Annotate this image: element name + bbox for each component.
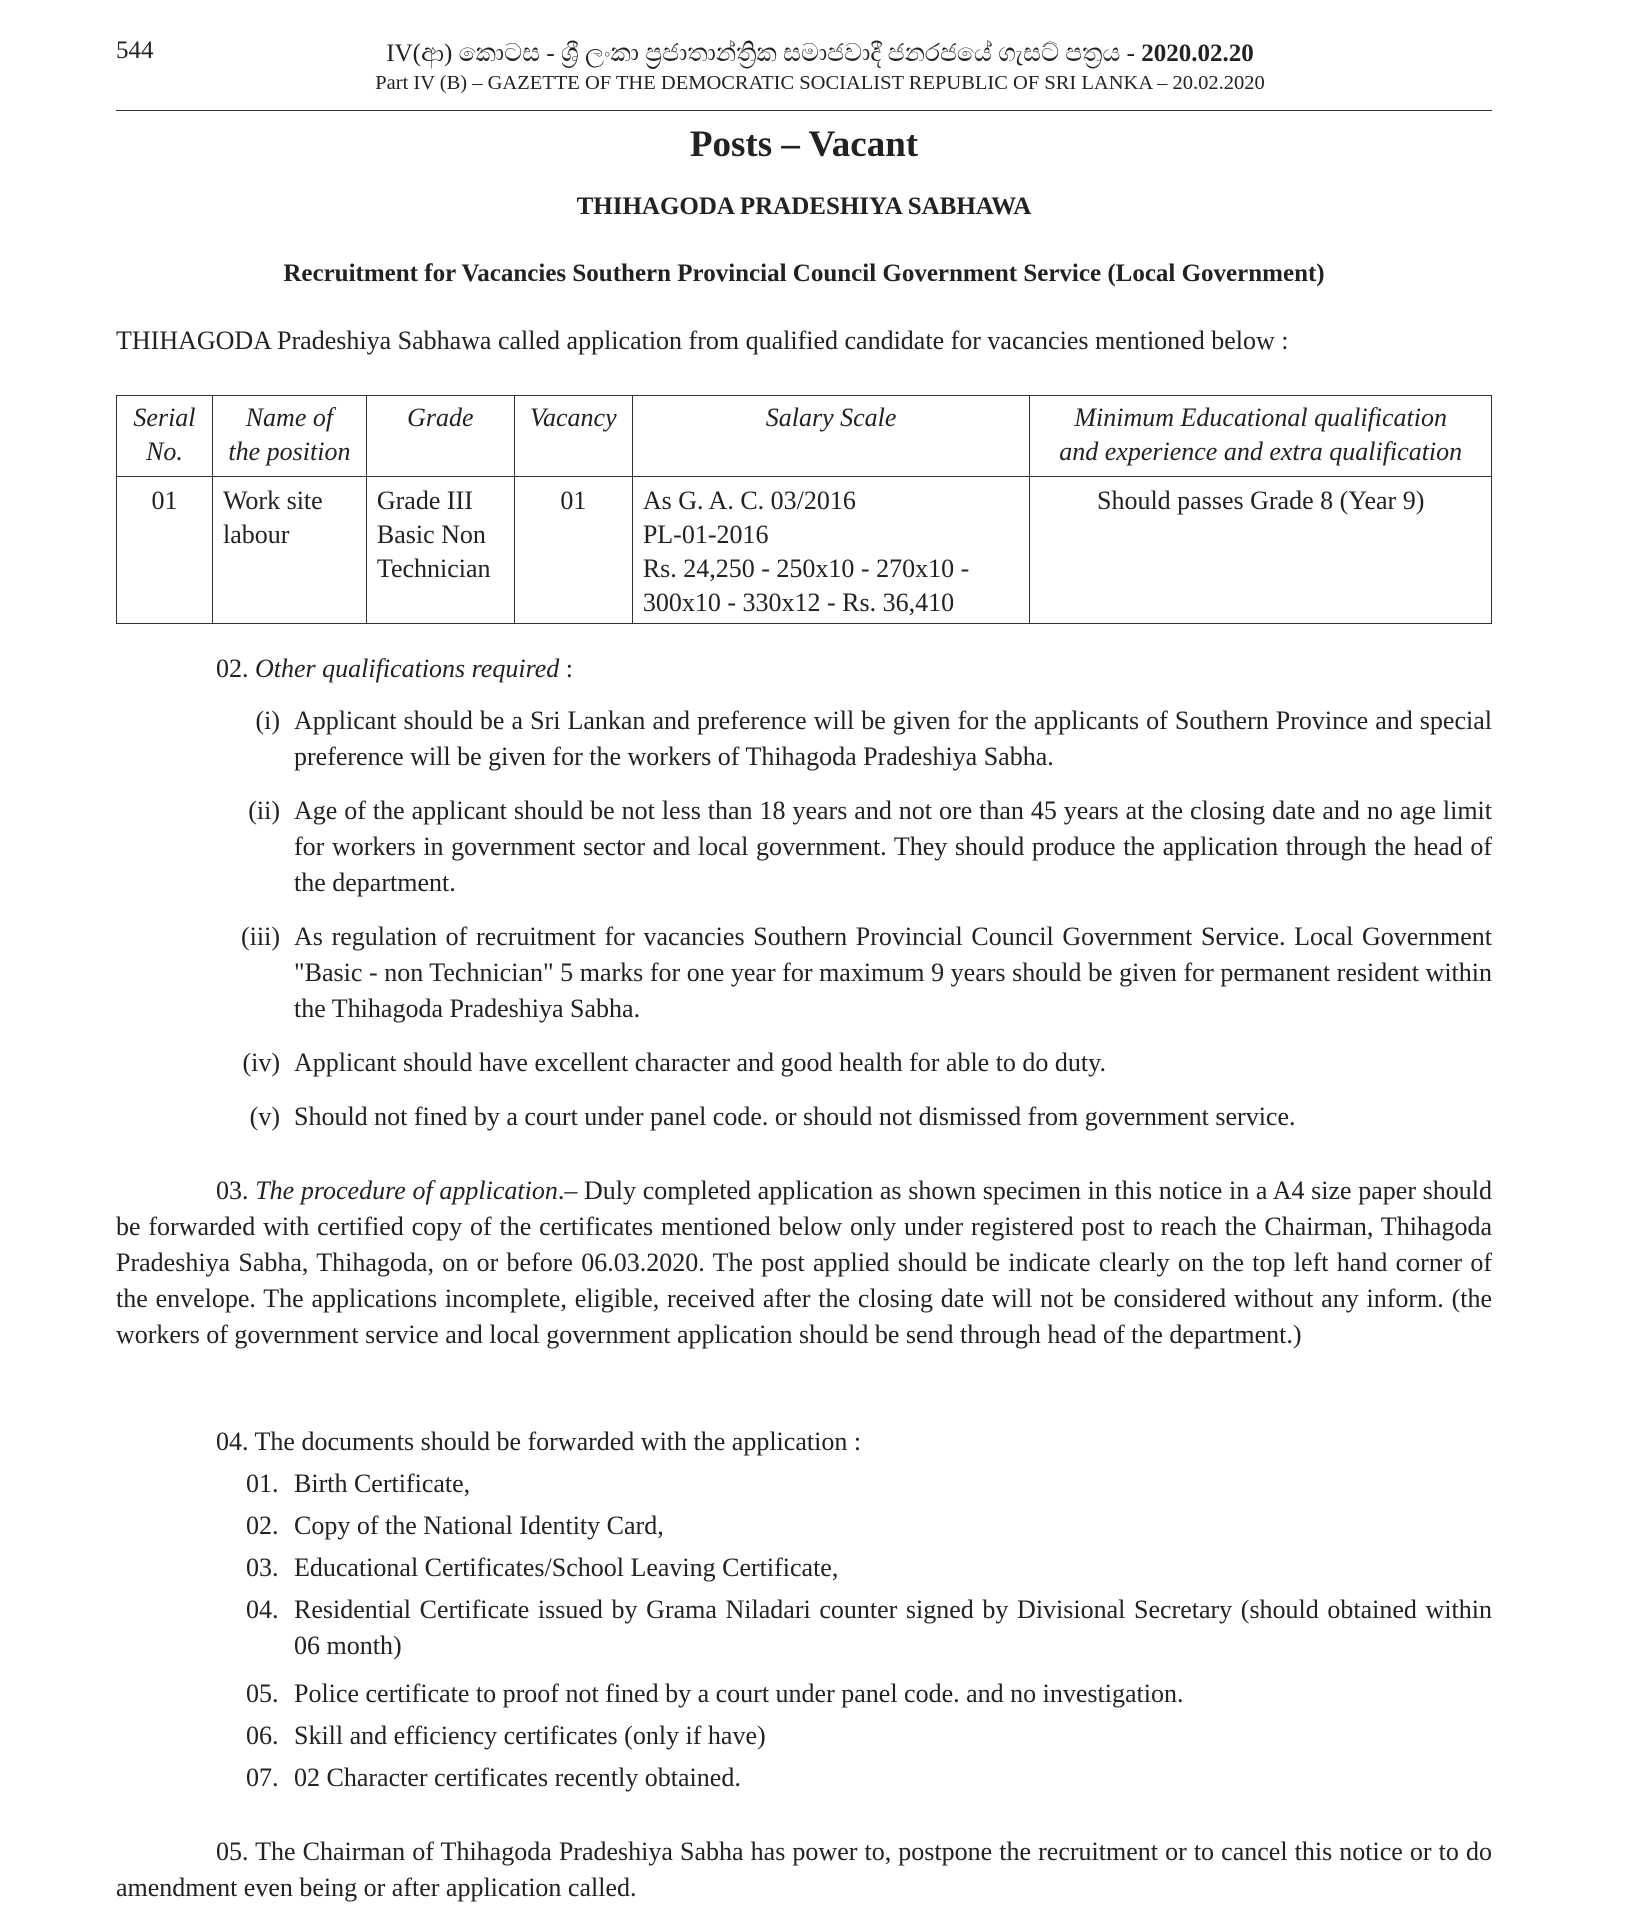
col-position-header: Name of the position	[212, 396, 366, 477]
intro-paragraph: THIHAGODA Pradeshiya Sabhawa called application from qualified candidate for vacancies mentioned below :	[116, 326, 1289, 355]
col-salary-header: Salary Scale	[632, 396, 1030, 477]
cell-qualification: Should passes Grade 8 (Year 9)	[1030, 477, 1492, 624]
document-item: 05. Police certificate to proof not fined by a court under panel code. and no investigation.	[246, 1679, 1184, 1708]
page-number: 544	[116, 37, 154, 64]
cell-salary: As G. A. C. 03/2016 PL-01-2016 Rs. 24,250 - 250x10 - 270x10 - 300x10 - 330x12 - Rs. 36,410	[632, 477, 1030, 624]
document-item: 01. Birth Certificate,	[246, 1469, 471, 1498]
section-05-paragraph: 05. The Chairman of Thihagoda Pradeshiya Sabha has power to, postpone the recruitment or to cancel this notice or to do amendment even being or after application called.	[116, 1837, 1492, 1902]
document-item: 02. Copy of the National Identity Card,	[246, 1511, 664, 1540]
cell-vacancy: 01	[514, 477, 632, 624]
document-item: 06. Skill and efficiency certificates (only if have)	[246, 1721, 766, 1750]
gazette-header-part: IV(ආ) කොටස - ශ්‍රී ලංකා ප්‍රජාතාන්ත්‍රික සමාජවාදී ජනරජයේ ගැසට් පත්‍රය -	[386, 40, 1135, 67]
section-title: Posts – Vacant	[689, 124, 919, 165]
recruitment-subtitle: Recruitment for Vacancies Southern Provincial Council Government Service (Local Government)	[283, 260, 1325, 287]
qualification-item: (v) Should not fined by a court under panel code. or should not dismissed from government service.	[249, 1102, 1296, 1131]
header-divider	[116, 110, 1492, 111]
gazette-header-sinhala	[300, 40, 1340, 68]
table-row	[117, 477, 1492, 624]
vacancy-table	[116, 395, 1492, 624]
section-04-heading: 04. The documents should be forwarded with the application :	[216, 1427, 862, 1456]
section-03-paragraph: 03. The procedure of application.– Duly completed application as shown specimen in this notice in a A4 size paper should be forwarded with certified copy of the certificates mentioned below only under registered post to reach the Chairman, Thihagoda Pradeshiya Sabha, Thihagoda, on or before 06.03.2020. The post applied should be indicate clearly on the top left hand corner of the envelope. The applications incomplete, eligible, received after the closing date will not be considered without any inform. (the workers of government service and local government application should be send through head of the department.)	[116, 1176, 1493, 1349]
section-02-heading: 02. Other qualifications required :	[216, 654, 574, 683]
col-grade-header: Grade	[366, 396, 514, 477]
qualification-item: (iii) As regulation of recruitment for vacancies Southern Provincial Council Government Service. Local Government "Basic - non Technician" 5 marks for one year for maximum 9 years should be given for permanent resident within the Thihagoda Pradeshiya Sabha.	[241, 922, 1492, 1023]
col-qualification-header: Minimum Educational qualification and experience and extra qualification	[1030, 396, 1492, 477]
col-serial-header: Serial No.	[117, 396, 213, 477]
gazette-header-date: 2020.02.20	[1141, 40, 1254, 67]
organization-title: THIHAGODA PRADESHIYA SABHAWA	[576, 193, 1032, 220]
qualification-item: (ii) Age of the applicant should be not less than 18 years and not ore than 45 years at the closing date and no age limit for workers in government sector and local government. They should produce the application through the head of the department.	[248, 796, 1492, 897]
cell-position: Work site labour	[212, 477, 366, 624]
document-item: 03. Educational Certificates/School Leaving Certificate,	[246, 1553, 839, 1582]
col-vacancy-header: Vacancy	[514, 396, 632, 477]
cell-serial: 01	[117, 477, 213, 624]
document-item: 07. 02 Character certificates recently obtained.	[246, 1763, 741, 1792]
qualification-item: (i) Applicant should be a Sri Lankan and preference will be given for the applicants of Southern Province and special preference will be given for the workers of Thihagoda Pradeshiya Sabha.	[255, 706, 1492, 771]
cell-grade: Grade III Basic Non Technician	[366, 477, 514, 624]
gazette-header-english: Part IV (B) – GAZETTE OF THE DEMOCRATIC SOCIALIST REPUBLIC OF SRI LANKA – 20.02.2020	[375, 72, 1265, 94]
table-header-row	[117, 396, 1492, 477]
qualification-item: (iv) Applicant should have excellent character and good health for able to do duty.	[242, 1048, 1106, 1077]
document-item: 04. Residential Certificate issued by Grama Niladari counter signed by Divisional Secretary (should obtained within 06 month)	[246, 1595, 1492, 1660]
